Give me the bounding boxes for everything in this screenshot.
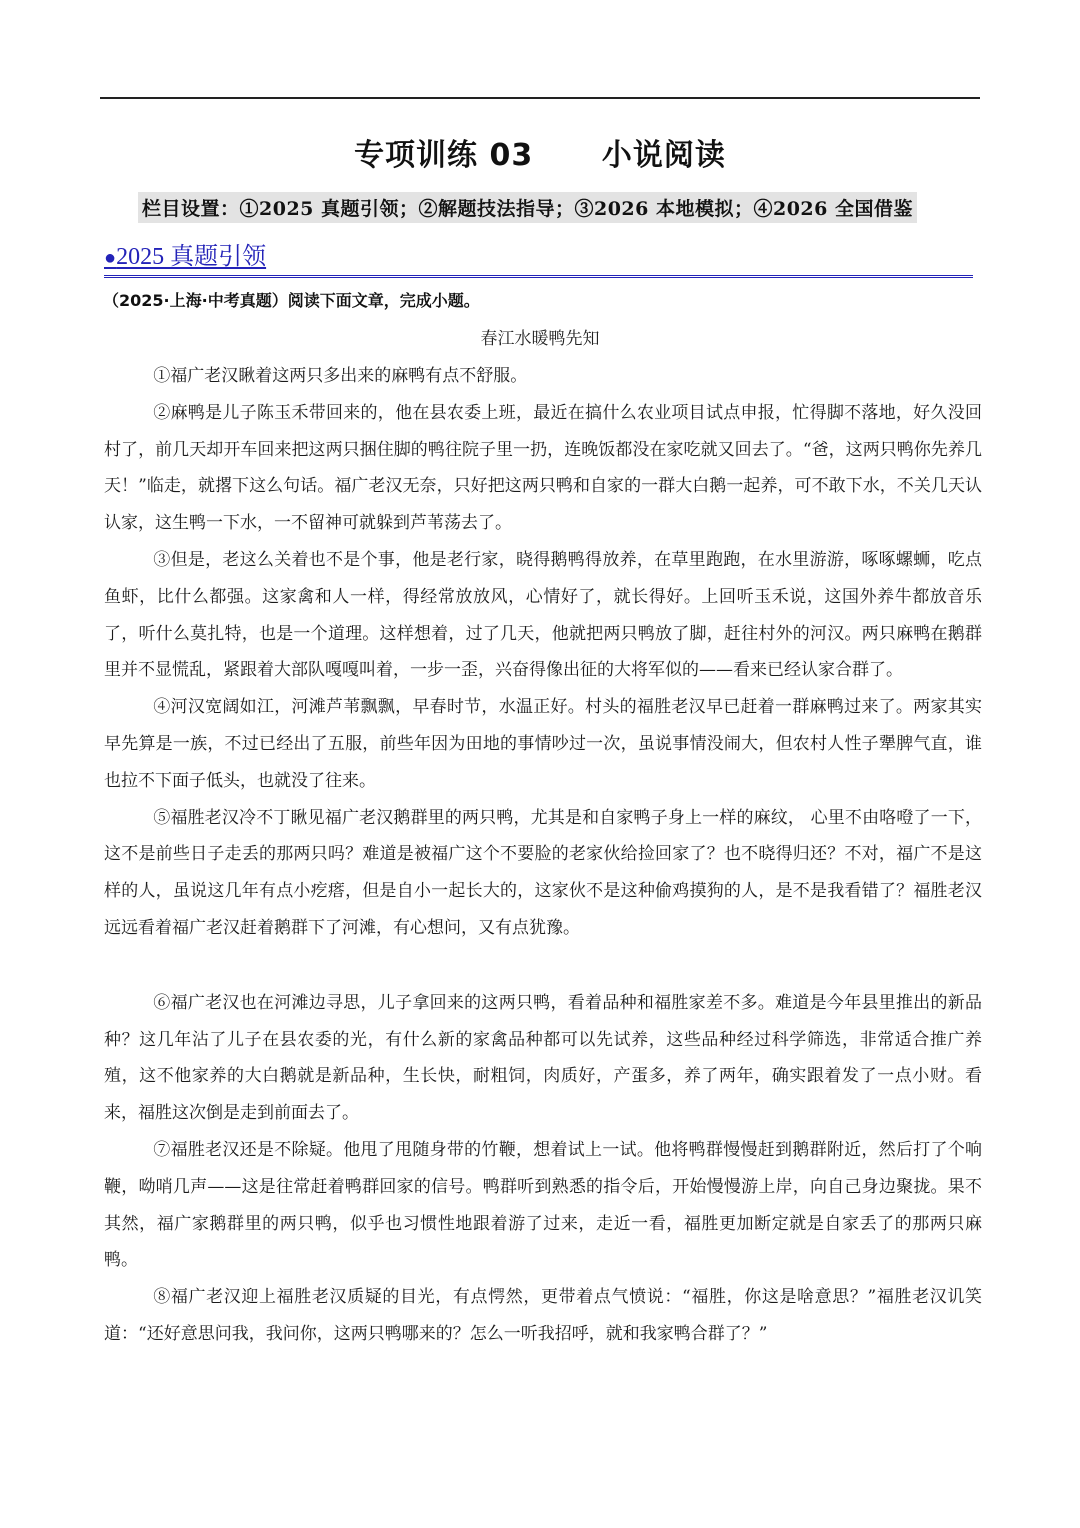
paragraph-2: ②麻鸭是儿子陈玉禾带回来的，他在县农委上班，最近在搞什么农业项目试点申报，忙得脚不落地，好久没回村了，前几天却开车回来把这两只捆住脚的鸭往院子里一扔，连晚饭都没在家吃就又回去了。“爸，这两只鸭你先养几天！”临走，就撂下这么句话。福广老汉无奈，只好把这两只鸭和自家的一群大白鹅一起养，可不敢下水，不关几天认认家，这生鸭一下水，一不留神可就躲到芦苇荡去了。 (104, 402, 982, 534)
paragraph-gap (104, 947, 982, 985)
paragraph-7: ⑦福胜老汉还是不除疑。他甩了甩随身带的竹鞭，想着试上一试。他将鸭群慢慢赶到鹅群附近，然后打了个响鞭，呦哨几声——这是往常赶着鸭群回家的信号。鸭群听到熟悉的指令后，开始慢慢游上岸，向自己身边聚拢。果不其然，福广家鹅群里的两只鸭，似乎也习惯性地跟着游了过来，走近一看，福胜更加断定就是自家丢了的那两只麻鸭。 (104, 1139, 982, 1271)
story-body (104, 358, 982, 1353)
paragraph-1: ①福广老汉瞅着这两只多出来的麻鸭有点不舒服。 (153, 366, 528, 386)
paragraph-4: ④河汉宽阔如江，河滩芦苇飘飘，早春时节，水温正好。村头的福胜老汉早已赶着一群麻鸭过来了。两家其实早先算是一族，不过已经出了五服，前些年因为田地的事情吵过一次，虽说事情没闹大，但农村人性子犟脾气直，谁也拉不下面子低头，也就没了往来。 (104, 697, 982, 791)
section-heading-label: 2025 真题引领 (116, 244, 267, 270)
column-settings: 栏目设置：①2025 真题引领；②解题技法指导；③2026 本地模拟；④2026 全国借鉴 (138, 192, 917, 223)
story-title: 春江水暖鸭先知 (480, 329, 600, 349)
paragraph-5: ⑤福胜老汉冷不丁瞅见福广老汉鹅群里的两只鸭，尤其是和自家鸭子身上一样的麻纹， 心里不由咯噔了一下，这不是前些日子走丢的那两只吗？难道是被福广这个不要脸的老家伙给捡回家了？也不晓得归还？不对，福广不是这样的人，虽说这几年有点小疙瘩，但是自小一起长大的，这家伙不是这种偷鸡摸狗的人，是不是我看错了？福胜老汉远远看着福广老汉赶着鹅群下了河滩，有心想问，又有点犹豫。 (104, 807, 982, 938)
page-title: 专项训练 03 小说阅读 (354, 138, 726, 173)
paragraph-3: ③但是，老这么关着也不是个事，他是老行家，晓得鹅鸭得放养，在草里跑跑，在水里游游，啄啄螺蛳，吃点鱼虾，比什么都强。这家禽和人一样，得经常放放风，心情好了，就长得好。上回听玉禾说，这国外养牛都放音乐了，听什么莫扎特，也是一个道理。这样想着，过了几天，他就把两只鸭放了脚，赶往村外的河汉。两只麻鸭在鹅群里并不显慌乱，紧跟着大部队嘎嘎叫着，一步一歪，兴奋得像出征的大将军似的——看来已经认家合群了。 (104, 549, 982, 681)
paragraph-6: ⑥福广老汉也在河滩边寻思，儿子拿回来的这两只鸭，看着品种和福胜家差不多。难道是今年县里推出的新品种？这几年沾了儿子在县农委的光，有什么新的家禽品种都可以先试养，这些品种经过科学筛选，非常适合推广养殖，这不他家养的大白鹅就是新品种，生长快，耐粗饲，肉质好，产蛋多，养了两年，确实跟着发了一点小财。看来，福胜这次倒是走到前面去了。 (104, 992, 982, 1124)
header-rule (100, 97, 980, 99)
bullet-icon: ● (104, 247, 117, 269)
section-heading (104, 236, 973, 278)
question-source: （2025·上海·中考真题）阅读下面文章，完成小题。 (103, 291, 480, 310)
paragraph-8: ⑧福广老汉迎上福胜老汉质疑的目光，有点愕然，更带着点气愤说：“福胜，你这是啥意思？”福胜老汉讥笑道：“还好意思问我，我问你，这两只鸭哪来的？怎么一听我招呼，就和我家鸭合群了？” (104, 1287, 982, 1344)
